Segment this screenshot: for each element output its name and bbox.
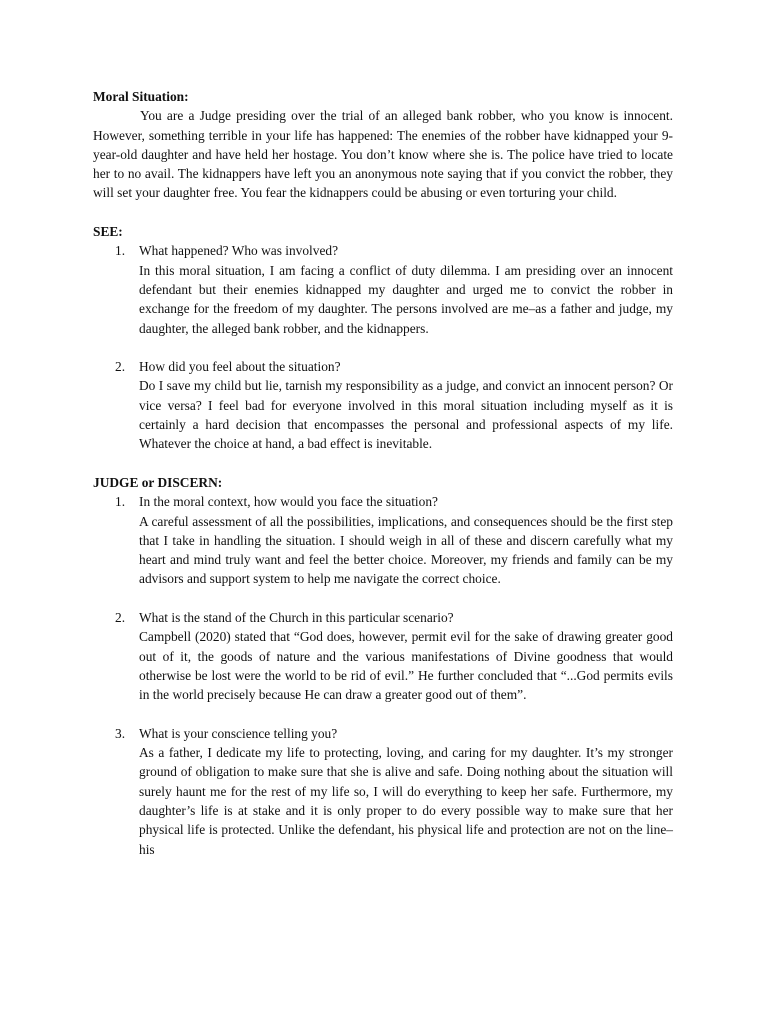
answer-text: A careful assessment of all the possibilities, implications, and consequences should be the first step that I take in handling the situation. I should weigh in all of these and discern carefully what my heart and mind truly want and feel the better choice. Moreover, my friends and family can be my advisors and support system to help me navigate the correct choice. — [139, 513, 673, 587]
document-page — [93, 87, 673, 859]
judge-item-1 — [93, 492, 673, 588]
see-heading: SEE: — [93, 224, 123, 240]
answer-text: In this moral situation, I am facing a conflict of duty dilemma. I am presiding over an innocent defendant but their enemies kidnapped my daughter and urged me to convict the robber in exchange for the freedom of my daughter. The persons involved are me–as a father and judge, my daughter, the alleged bank robber, and the kidnappers. — [139, 262, 673, 336]
judge-heading: JUDGE or DISCERN: — [93, 474, 223, 490]
moral-situation-heading: Moral Situation: — [93, 89, 189, 104]
answer-text: Do I save my child but lie, tarnish my responsibility as a judge, and convict an innocent person? Or vice versa? I feel bad for everyone involved in this moral situation including myself as it is certainly a hard decision that encompasses the personal and professional aspects of my life. Whatever the choice at hand, a bad effect is inevitable. — [139, 378, 673, 452]
see-item-1 — [93, 241, 673, 337]
question-text: What is your conscience telling you? — [139, 725, 338, 741]
question-text: In the moral context, how would you face the situation? — [139, 494, 438, 510]
see-item-2 — [93, 357, 673, 453]
judge-item-3 — [93, 724, 673, 859]
moral-situation-section — [93, 87, 673, 203]
item-number: 2. — [115, 610, 126, 626]
see-section — [93, 222, 673, 454]
answer-text: Campbell (2020) stated that “God does, however, permit evil for the sake of drawing greater good out of it, the goods of nature and the various manifestations of Divine goodness that would otherwise be lost were the world to be rid of evil.” He further concluded that “...God permits evils in the world precisely because He can draw a greater good out of them”. — [139, 629, 673, 703]
question-text: How did you feel about the situation? — [139, 359, 341, 375]
moral-situation-body: You are a Judge presiding over the trial of an alleged bank robber, who you know is innocent. However, something terrible in your life has happened: The enemies of the robber have kidnapped your 9-year-old daughter and have held her hostage. You don’t know where she is. The police have tried to locate her to no avail. The kidnappers have left you an anonymous note saying that if you convict the robber, they will set your daughter free. You fear the kidnappers could be abusing or even torturing your child. — [93, 108, 673, 201]
question-text: What is the stand of the Church in this particular scenario? — [139, 610, 454, 626]
item-number: 2. — [115, 359, 126, 375]
item-number: 1. — [115, 243, 126, 259]
answer-text: As a father, I dedicate my life to protecting, loving, and caring for my daughter. It’s my stronger ground of obligation to make sure that she is alive and safe. Doing nothing about the situation will surely haunt me for the rest of my life so, I will do everything to keep her safe. Furthermore, my daughter’s life is at stake and it is only proper to do every possible way to make sure that her physical life is protected. Unlike the defendant, his physical life and protection are not on the line–his — [139, 745, 673, 857]
judge-section — [93, 473, 673, 859]
judge-item-2 — [93, 608, 673, 704]
question-text: What happened? Who was involved? — [139, 243, 339, 259]
item-number: 3. — [115, 725, 126, 741]
item-number: 1. — [115, 494, 126, 510]
